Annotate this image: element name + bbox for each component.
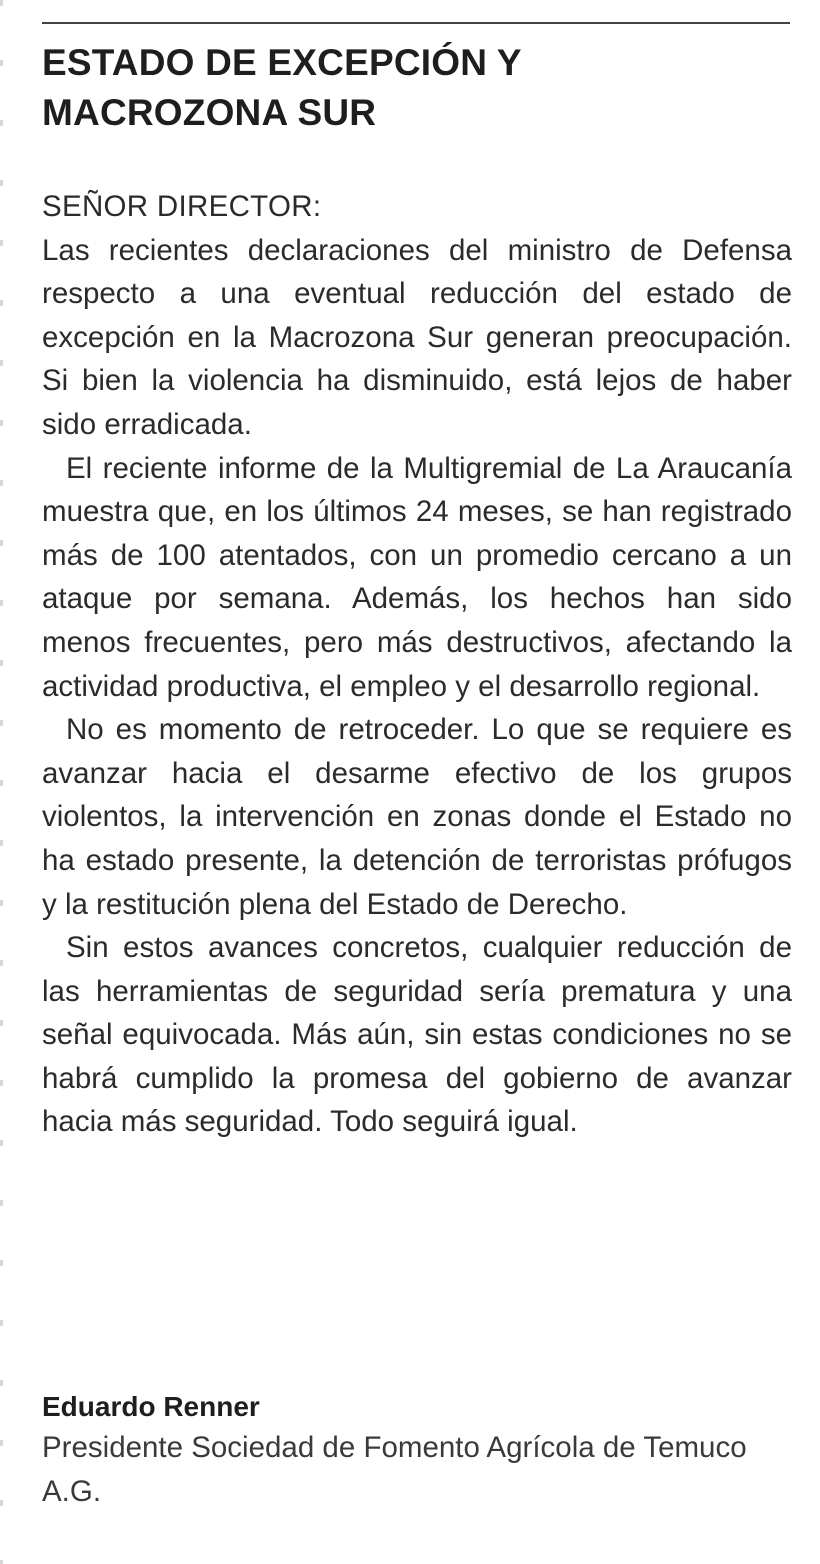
author-role: Presidente Sociedad de Fomento Agrícola de Temuco A.G. xyxy=(42,1431,747,1508)
page-edge-decoration xyxy=(0,0,3,1564)
headline-line-1: ESTADO DE EXCEPCIÓN Y xyxy=(42,42,522,83)
letter-body xyxy=(42,185,792,1144)
signature-block xyxy=(42,1388,792,1514)
headline-line-2: MACROZONA SUR xyxy=(42,92,377,133)
paragraph-4: Sin estos avances concretos, cualquier reducción de las herramientas de seguridad sería prematura y una señal equivocada. Más aún, sin estas condiciones no se habrá cumplido la promesa del gobierno de avanzar hacia más seguridad. Todo seguirá igual. xyxy=(42,931,792,1139)
paragraph-1: Las recientes declaraciones del ministro de Defensa respecto a una eventual reducción del estado de excepción en la Macrozona Sur generan preocupación. Si bien la violencia ha disminuido, está lejos de haber sido erradicada. xyxy=(42,233,792,441)
headline xyxy=(42,38,782,138)
top-rule xyxy=(42,22,790,24)
author-name: Eduardo Renner xyxy=(42,1391,260,1422)
salutation: SEÑOR DIRECTOR: xyxy=(42,190,322,223)
paragraph-3: No es momento de retroceder. Lo que se requiere es avanzar hacia el desarme efectivo de los grupos violentos, la intervención en zonas donde el Estado no ha estado presente, la detención de terroristas prófugos y la restitución plena del Estado de Derecho. xyxy=(42,713,792,921)
paragraph-2: El reciente informe de la Multigremial de La Araucanía muestra que, en los últimos 24 meses, se han registrado más de 100 atentados, con un promedio cercano a un ataque por semana. Además, los hechos han sido menos frecuentes, pero más destructivos, afectando la actividad productiva, el empleo y el desarrollo regional. xyxy=(42,451,792,703)
